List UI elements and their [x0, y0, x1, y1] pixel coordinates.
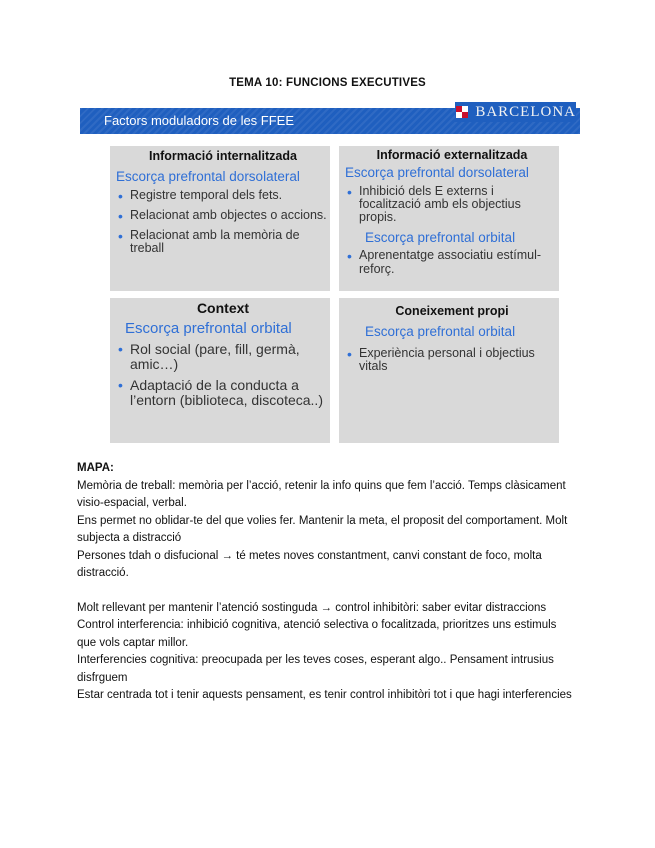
notes-paragraph: Estar centrada tot i tenir aquests pensament, es tenir control inhibitòri tot i que hagi interferencies	[77, 689, 572, 701]
box-subtitle: Escorça prefrontal dorsolateral	[345, 165, 529, 180]
slide-header	[80, 103, 580, 134]
notes-paragraph: Persones tdah o disfucional → té metes noves constantment, canvi constant de foco, molta distracció.	[77, 549, 542, 579]
notes-paragraph: Memòria de treball: memòria per l’acció, retenir la info quins que fem l’acció. Temps clàsicament visio-espacial, verbal.	[77, 479, 566, 509]
list-item: • Relacionat amb la memòria de treball	[130, 229, 330, 255]
box-context	[110, 298, 330, 443]
logo-text: BARCELONA	[475, 103, 576, 120]
notes-paragraph: Ens permet no oblidar-te del que volies fer. Mantenir la meta, el proposit del comportament. Molt subjecta a distracció	[77, 514, 568, 544]
notes-paragraph: Interferencies cognitiva: preocupada per les teves coses, esperant algo.. Pensament intrusius disfrguem	[77, 654, 554, 684]
list-item: • Adaptació de la conducta a l’entorn (biblioteca, discoteca..)	[130, 378, 330, 407]
list-item: • Aprenentatge associatiu estímul-reforç.	[359, 249, 559, 275]
page-title: TEMA 10: FUNCIONS EXECUTIVES	[229, 77, 426, 89]
list-item: • Registre temporal dels fets.	[130, 189, 330, 202]
notes-paragraph: Molt rellevant per mantenir l’atenció sostinguda → control inhibitòri: saber evitar distraccions	[77, 601, 547, 614]
slide-header-title: Factors moduladors de les FFEE	[104, 113, 295, 128]
box-subtitle: Escorça prefrontal orbital	[125, 320, 292, 337]
box-title: Coneixement propi	[395, 304, 509, 318]
box-title: Informació externalitzada	[376, 148, 528, 162]
spacer	[77, 583, 577, 600]
box-coneixement-propi	[339, 298, 559, 443]
notes-paragraph: Control interferencia: inhibició cognitiva, atenció selectiva o focalitzada, prioritzes uns estimuls que vols captar millor.	[77, 619, 557, 649]
box-subtitle: Escorça prefrontal dorsolateral	[116, 169, 300, 184]
list-item: • Inhibició dels E externs i focalització amb els objectius propis.	[359, 185, 559, 224]
list-item: • Relacionat amb objectes o accions.	[130, 209, 330, 222]
box-title: Informació internalitzada	[149, 149, 297, 163]
notes-label: MAPA:	[77, 462, 114, 474]
university-logo	[455, 102, 576, 122]
box-informacio-internalitzada	[110, 146, 330, 291]
box-subtitle: Escorça prefrontal orbital	[365, 324, 516, 339]
box-title: Context	[196, 300, 250, 316]
box-subtitle: Escorça prefrontal orbital	[365, 230, 516, 246]
list-item: • Rol social (pare, fill, germà, amic…)	[130, 342, 330, 371]
slide-image	[80, 103, 580, 453]
box-informacio-externalitzada	[339, 146, 559, 291]
shield-icon	[455, 105, 469, 119]
notes-section	[77, 460, 577, 705]
list-item: • Experiència personal i objectius vitals	[359, 347, 559, 373]
